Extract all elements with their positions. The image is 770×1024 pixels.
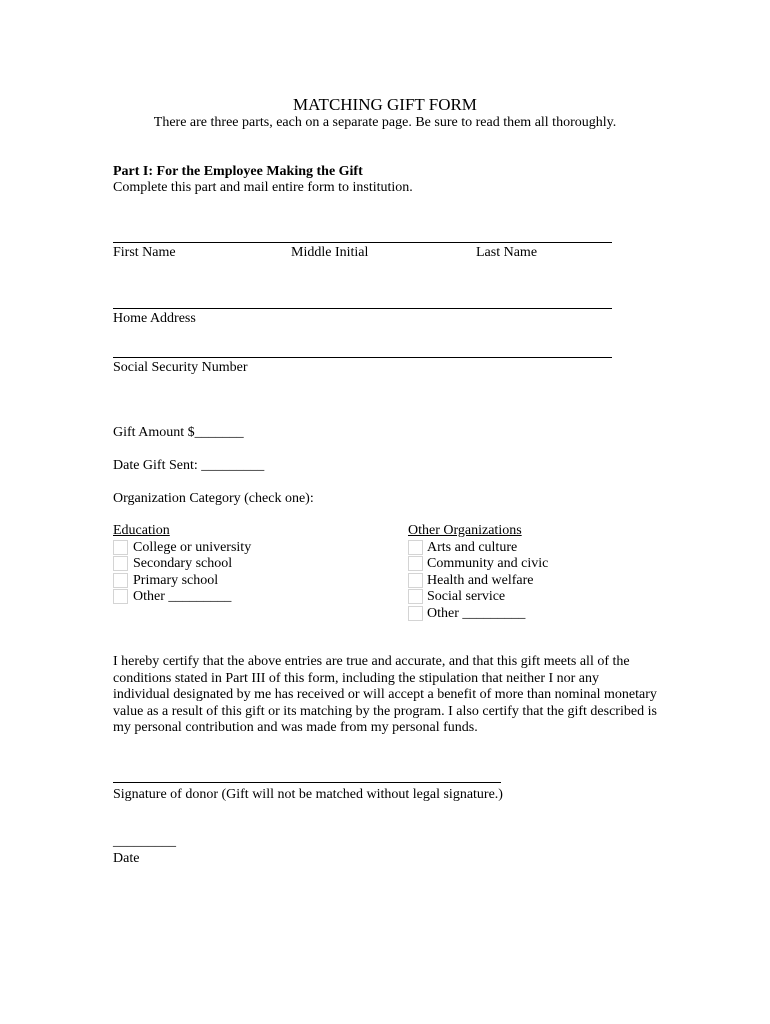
date-line[interactable]: _________: [113, 834, 176, 849]
orgs-other-label: Other _________: [427, 606, 526, 621]
signature-line[interactable]: [113, 782, 501, 783]
gift-amount-field[interactable]: Gift Amount $_______: [113, 425, 244, 440]
date-sent-field[interactable]: Date Gift Sent: _________: [113, 458, 265, 473]
part1-heading: Part I: For the Employee Making the Gift: [113, 164, 363, 179]
other-orgs-heading: Other Organizations: [408, 523, 522, 538]
social-label: Social service: [427, 589, 506, 604]
last-name-label: Last Name: [476, 245, 538, 260]
ssn-line[interactable]: [113, 357, 612, 358]
health-label: Health and welfare: [427, 573, 534, 588]
education-heading: Education: [113, 523, 170, 538]
checkbox-orgs-other[interactable]: [408, 606, 423, 621]
checkbox-college[interactable]: [113, 540, 128, 555]
primary-label: Primary school: [133, 573, 219, 588]
checkbox-education-other[interactable]: [113, 589, 128, 604]
part1-instruction: Complete this part and mail entire form to institution.: [113, 180, 413, 195]
first-name-label: First Name: [113, 245, 176, 260]
education-other-label: Other _________: [133, 589, 232, 604]
signature-label: Signature of donor (Gift will not be matched without legal signature.): [113, 787, 503, 802]
name-line[interactable]: [113, 242, 612, 243]
checkbox-community[interactable]: [408, 556, 423, 571]
checkbox-primary[interactable]: [113, 573, 128, 588]
address-line[interactable]: [113, 308, 612, 309]
home-address-label: Home Address: [113, 311, 196, 326]
checkbox-health[interactable]: [408, 573, 423, 588]
community-label: Community and civic: [427, 556, 549, 571]
form-subtitle: There are three parts, each on a separate page. Be sure to read them all thoroughly.: [153, 115, 617, 130]
secondary-label: Secondary school: [133, 556, 233, 571]
date-label: Date: [113, 851, 140, 866]
checkbox-arts[interactable]: [408, 540, 423, 555]
checkbox-secondary[interactable]: [113, 556, 128, 571]
college-label: College or university: [133, 540, 252, 555]
checkbox-social[interactable]: [408, 589, 423, 604]
arts-label: Arts and culture: [427, 540, 518, 555]
ssn-label: Social Security Number: [113, 360, 248, 375]
certification-text: I hereby certify that the above entries are true and accurate, and that this gift meets all of the conditions stated in Part III of this form, including the stipulation that neither I nor any individual designated by me has received or will accept a benefit of more than nominal monetary value as a result of this gift or its matching by the program. I also certify that the gift described is my personal contribution and was made from my personal funds.: [113, 654, 657, 735]
middle-initial-label: Middle Initial: [291, 245, 369, 260]
org-category-label: Organization Category (check one):: [113, 491, 314, 506]
form-title: MATCHING GIFT FORM: [293, 95, 477, 114]
